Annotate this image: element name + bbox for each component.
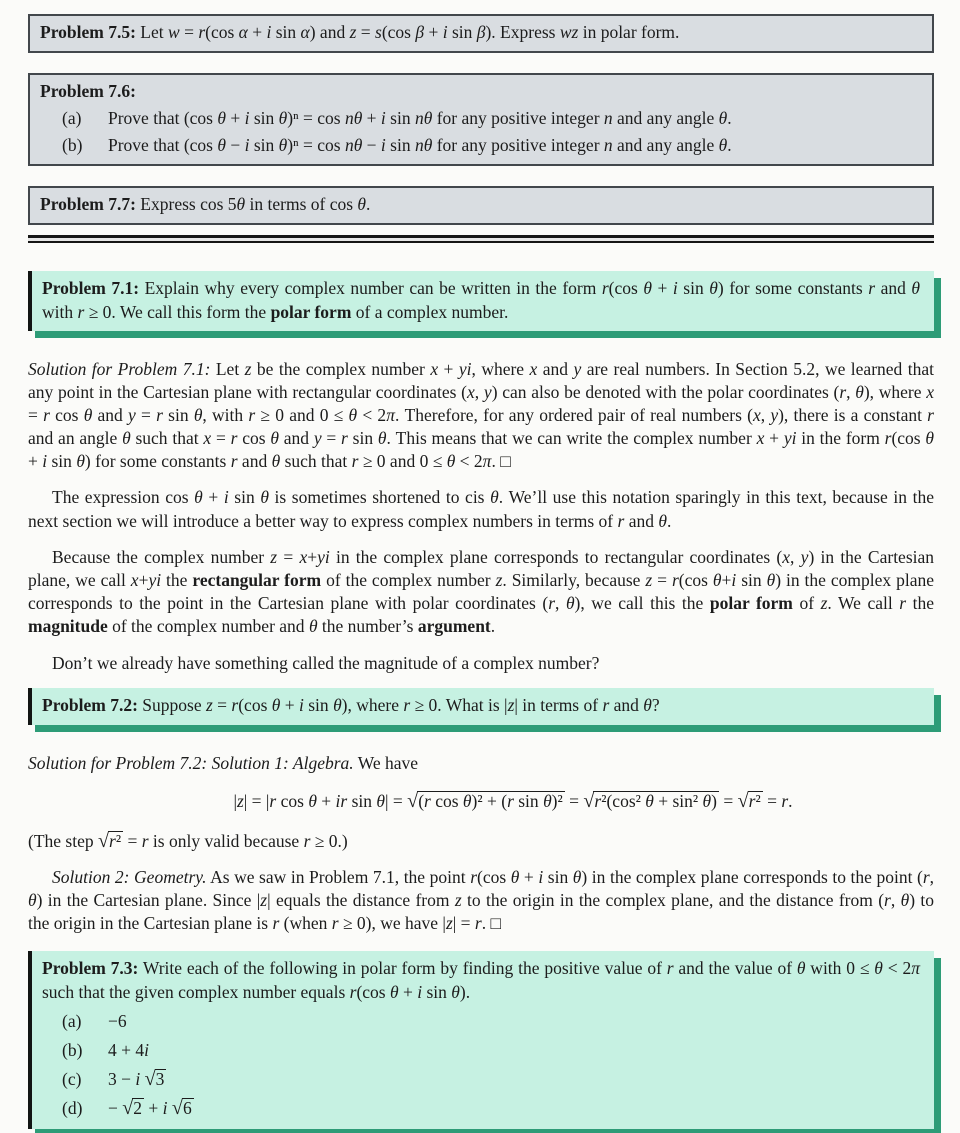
radical-expression: √3 — [144, 1068, 165, 1091]
problem-7-3-item-b — [62, 1039, 920, 1062]
problem-7-1-text: Problem 7.1: Explain why every complex number can be written in the form r(cos θ + i sin θ) for some constants r and θ with r ≥ 0. We call this form the polar form of a complex number. — [42, 278, 920, 322]
item-text: 4 + 4i — [108, 1040, 149, 1061]
item-text: Prove that (cos θ − i sin θ)ⁿ = cos nθ − i sin nθ for any positive integer n and any angle θ. — [108, 135, 732, 156]
item-tag: (b) — [62, 1040, 83, 1061]
step-validity-note: (The step √r² = r is only valid because r ≥ 0.) — [28, 829, 348, 852]
cis-notation-paragraph: The expression cos θ + i sin θ is sometimes shortened to cis θ. We’ll use this notation sparingly in this text, because in the next section we will introduce a better way to express complex numbers in terms of r and θ. — [28, 487, 934, 531]
section-divider-rule — [28, 235, 934, 243]
item-tag: (a) — [62, 108, 82, 129]
problem-7-5-text: Problem 7.5: Let w = r(cos α + i sin α) and z = s(cos β + i sin β). Express wz in polar form. — [40, 22, 680, 42]
problem-7-3-text: Problem 7.3: Write each of the following in polar form by finding the positive value of r and the value of θ with 0 ≤ θ < 2π such that the given complex number equals r(cos θ + i sin θ). — [42, 958, 920, 1002]
magnitude-question: Don’t we already have something called the magnitude of a complex number? — [52, 652, 600, 673]
problem-7-6-label: Problem 7.6: — [40, 80, 136, 101]
solution-7-1-paragraph: Solution for Problem 7.1: Let z be the complex number x + yi, where x and y are real numbers. In Section 5.2, we learned that any point in the Cartesian plane with rectangular coordinates (x, y) can also be denoted with the polar coordinates (r, θ), where x = r cos θ and y = r sin θ, with r ≥ 0 and 0 ≤ θ < 2π. Therefore, for any ordered pair of real numbers (x, y), there is a constant r and an angle θ such that x = r cos θ and y = r sin θ. This means that we can write the complex number x + yi in the form r(cos θ + i sin θ) for some constants r and θ such that r ≥ 0 and 0 ≤ θ < 2π. □ — [28, 358, 935, 472]
radical-expression: √6 — [171, 1097, 192, 1120]
problem-7-5-box — [28, 14, 934, 53]
radical-expression: √(r cos θ)² + (r sin θ)² — [407, 789, 563, 812]
rectangular-form-paragraph: Because the complex number z = x+yi in the complex plane corresponds to rectangular coordinates (x, y) in the Cartesian plane, we call x+yi the rectangular form of the complex number z. Similarly, because z = r(cos θ+i sin θ) in the complex plane corresponds to the point in the Cartesian plane with polar coordinates (r, θ), we call this the polar form of z. We call r the magnitude of the complex number and θ the number’s argument. — [28, 546, 935, 636]
radical-expression: √r² — [97, 829, 122, 852]
problem-7-1-box — [28, 271, 934, 331]
item-text: − √2 + i √6 — [108, 1097, 192, 1120]
solution-7-2-intro: Solution for Problem 7.2: Solution 1: Algebra. We have — [28, 752, 419, 773]
magnitude-equation: |z| = |r cos θ + ir sin θ| = √(r cos θ)² + (r sin θ)² = √r²(cos² θ + sin² θ) = √r² = r. — [233, 789, 793, 812]
problem-7-2-box — [28, 688, 934, 724]
problem-7-3-item-c — [62, 1068, 920, 1091]
problem-7-6-item-b — [62, 134, 920, 157]
problem-7-3-item-d — [62, 1097, 920, 1120]
item-text: Prove that (cos θ + i sin θ)ⁿ = cos nθ + i sin nθ for any positive integer n and any angle θ. — [108, 108, 732, 129]
problem-7-6-box — [28, 73, 934, 167]
item-text: −6 — [108, 1010, 127, 1031]
radical-expression: √r²(cos² θ + sin² θ) — [583, 789, 717, 812]
problem-7-6-item-a — [62, 107, 920, 130]
problem-7-7-box — [28, 186, 934, 225]
item-tag: (b) — [62, 135, 83, 156]
radical-expression: √r² — [737, 789, 761, 812]
item-tag: (c) — [62, 1069, 82, 1090]
problem-7-7-text: Problem 7.7: Express cos 5θ in terms of cos θ. — [40, 194, 371, 215]
problem-7-3-item-a — [62, 1010, 920, 1033]
item-tag: (d) — [62, 1098, 83, 1119]
item-tag: (a) — [62, 1010, 82, 1031]
solution-7-2-geometry: Solution 2: Geometry. As we saw in Problem 7.1, the point r(cos θ + i sin θ) in the complex plane corresponds to the point (r, θ) in the Cartesian plane. Since |z| equals the distance from z to the origin in the complex plane, and the distance from (r, θ) to the origin in the Cartesian plane is r (when r ≥ 0), we have |z| = r. □ — [28, 866, 935, 933]
item-text: 3 − i √3 — [108, 1068, 165, 1091]
problem-7-3-box — [28, 951, 934, 1129]
radical-expression: √2 — [122, 1097, 143, 1120]
problem-7-2-text: Problem 7.2: Suppose z = r(cos θ + i sin θ), where r ≥ 0. What is |z| in terms of r and θ? — [42, 695, 660, 716]
